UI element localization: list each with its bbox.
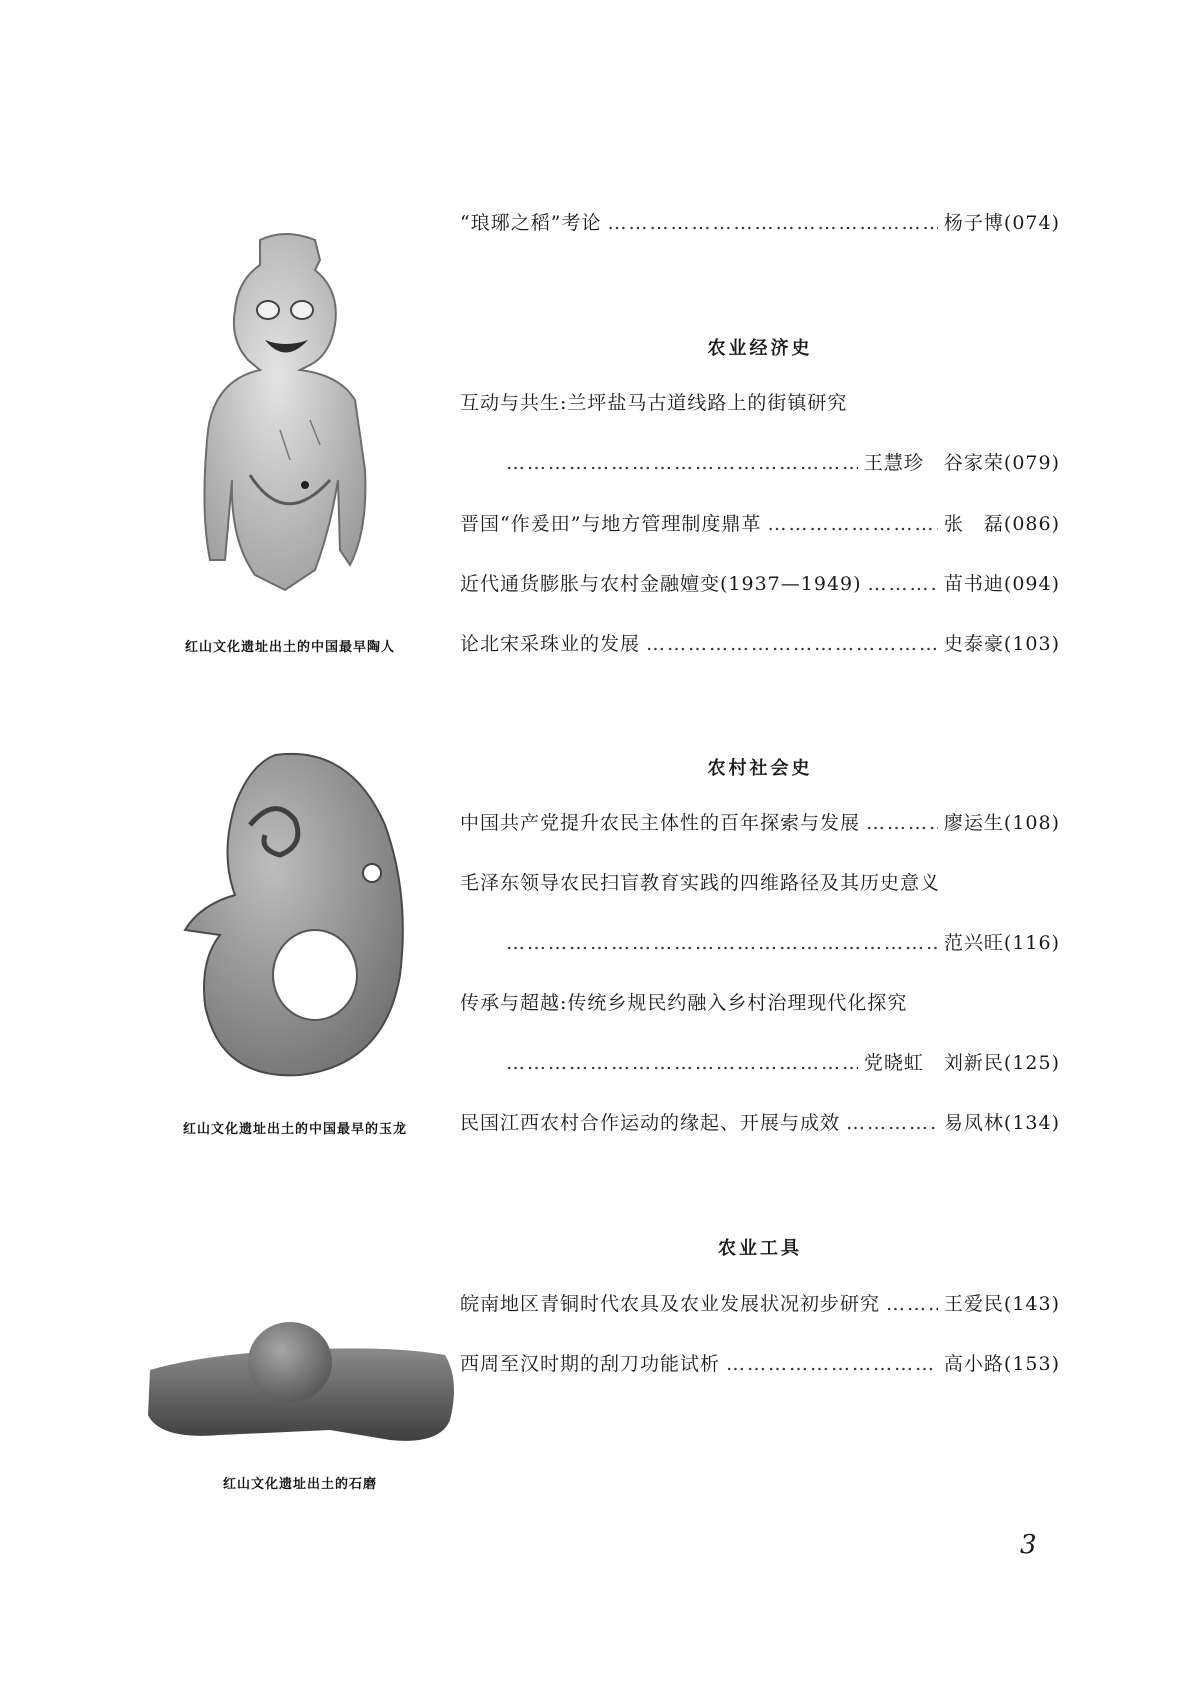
toc-entry[interactable]: [460, 511, 1060, 537]
entry-author: 廖运生(108): [943, 812, 1060, 834]
section-heading: 农业经济史: [707, 338, 813, 359]
toc-entry-title-line[interactable]: 毛泽东领导农民扫盲教育实践的四维路径及其历史意义: [460, 872, 941, 894]
entry-author: 张 磊(086): [943, 513, 1060, 535]
dot-leader: [726, 1351, 938, 1377]
entry-title: “琅琊之稻”考论: [460, 212, 602, 234]
toc-entry[interactable]: [460, 631, 1060, 657]
section-heading: 农村社会史: [707, 758, 813, 779]
entry-author: 高小路(153): [943, 1353, 1060, 1375]
entry-author: 王慧珍 谷家荣(079): [863, 452, 1060, 474]
toc-entry[interactable]: [460, 1291, 1060, 1317]
dot-leader: [607, 210, 937, 236]
toc-entry-title-line[interactable]: 传承与超越:传统乡规民约融入乡村治理现代化探究: [460, 992, 908, 1014]
entry-author: 杨子博(074): [943, 212, 1060, 234]
section-heading: 农业工具: [718, 1238, 802, 1259]
toc-entry[interactable]: [460, 1110, 1060, 1136]
jade-dragon-photo: [180, 745, 410, 1080]
entry-title: 近代通货膨胀与农村金融嬗变(1937—1949): [460, 573, 862, 595]
toc-entry[interactable]: [460, 810, 1060, 836]
dot-leader: [767, 511, 937, 537]
entry-title: 晋国“作爰田”与地方管理制度鼎革: [460, 513, 762, 535]
entry-title: 中国共产党提升农民主体性的百年探索与发展: [460, 812, 861, 834]
caption-pottery-figure: 红山文化遗址出土的中国最早陶人: [184, 640, 395, 655]
toc-entry-author-line[interactable]: [500, 1050, 1060, 1076]
entry-author: 易凤林(134): [943, 1112, 1060, 1134]
entry-title: 西周至汉时期的刮刀功能试析: [460, 1353, 721, 1375]
dot-leader: [506, 930, 938, 956]
entry-author: 苗书迪(094): [943, 573, 1060, 595]
entry-title: 论北宋采珠业的发展: [460, 633, 641, 655]
toc-entry-author-line[interactable]: [500, 450, 1060, 476]
dot-leader: [886, 1291, 938, 1317]
toc-entry[interactable]: [460, 571, 1060, 597]
entry-author: 党晓虹 刘新民(125): [863, 1052, 1060, 1074]
dot-leader: [866, 810, 938, 836]
toc-entry-author-line[interactable]: [500, 930, 1060, 956]
page-number: 3: [1020, 1530, 1037, 1560]
dot-leader: [846, 1110, 938, 1136]
entry-author: 王爱民(143): [943, 1293, 1060, 1315]
dot-leader: [868, 571, 938, 597]
toc-entry[interactable]: [460, 210, 1060, 236]
toc-entry-title-line[interactable]: 互动与共生:兰坪盐马古道线路上的街镇研究: [460, 392, 848, 414]
dot-leader: [506, 1050, 858, 1076]
caption-jade-dragon: 红山文化遗址出土的中国最早的玉龙: [182, 1122, 407, 1137]
entry-author: 史泰豪(103): [943, 633, 1060, 655]
entry-title: 皖南地区青铜时代农具及农业发展状况初步研究: [460, 1293, 881, 1315]
pottery-figure-photo: [190, 230, 380, 605]
toc-entry[interactable]: [460, 1351, 1060, 1377]
caption-stone-grinder: 红山文化遗址出土的石磨: [222, 1477, 377, 1492]
entry-title: 民国江西农村合作运动的缘起、开展与成效: [460, 1112, 841, 1134]
entry-author: 范兴旺(116): [943, 932, 1060, 954]
dot-leader: [506, 450, 858, 476]
stone-grinder-photo: [140, 1300, 460, 1450]
dot-leader: [646, 631, 938, 657]
